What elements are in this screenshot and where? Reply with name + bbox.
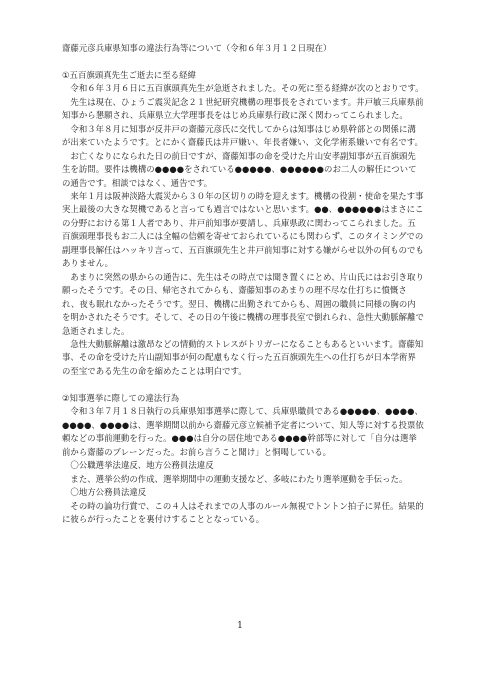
section-2-heading: ②知事選挙に際しての違法行為 — [62, 392, 180, 403]
section-1-paragraph: 来年１月は阪神淡路大震災から３０年の区切りの時を迎えます。機構の役割・使命を果たす事実上最後の大きな契機であると言っても過言ではないと思います。●●、●●●●●●はまさにこの分野における第１人者であり、井戸前知事が要請し、兵庫県政に関わってこられました。五百旗頭理事長もお二人には全幅の信頼を寄せておられているにも関わらず、このタイミングでの副理事長解任はハッキリ言って、五百旗頭先生と井戸前知事に対する嫌がらせ以外の何ものでもありません。 — [62, 191, 424, 269]
violation-label: 〇地方公務員法違反 — [70, 487, 147, 498]
violation-label: 〇公職選挙法違反、地方公務員法違反 — [70, 460, 214, 471]
section-1-paragraph: あまりに突然の県からの通告に、先生はその時点では聞き置くにとめ、片山氏にはお引き取り願ったそうです。その日、帰宅されてからも、齋藤知事のあまりの理不尽な仕打ちに憤慨され、夜も眠れなかったそうです。翌日、機構に出勤されてからも、周囲の職員に同様の胸の内を明かされたそうです。そして、その日の午後に機構の理事長室で倒れられ、急性大動脈解離で急逝されました。 — [62, 271, 424, 336]
section-2-intro: 令和３年７月１８日執行の兵庫県知事選挙に際して、兵庫県職員である●●●●●、●●●●、●●●●、●●●●は、選挙期間以前から齋藤元彦立候補予定者について、知人等に対する投票依頼などの事前運動を行った。●●●は自分の居住地である●●●●幹部等に対して「自分は選挙前から齋藤のブレーンだった。お前ら言うこと聞け」と恫喝している。 — [62, 406, 424, 457]
section-1-paragraph: 先生は現在、ひょうご震災記念２１世紀研究機構の理事長をされています。井戸敏三兵庫県前知事から懇願され、兵庫県立大学理事長をはじめ兵庫県行政に深く関わってこられました。 — [62, 96, 424, 121]
section-1-paragraph: 急性大動脈解離は激昂などの情動的ストレスがトリガーになることもあるといいます。齋藤知事、その命を受けた片山副知事が何の配慮もなく行った五百旗頭先生への仕打ちが日本学術界の至宝である先生の命を縮めたことは明白です。 — [62, 339, 424, 376]
section-2 — [62, 392, 424, 527]
violation-text: また、選挙公約の作成、選挙期間中の運動支援など、多岐にわたり選挙運動を手伝った。 — [70, 473, 408, 484]
section-1-heading: ①五百旗頭真先生ご逝去に至る経緯 — [62, 69, 196, 80]
document-body — [62, 42, 424, 526]
section-1-paragraph: 令和６年３月６日に五百旗頭真先生が急逝されました。その死に至る経緯が次のとおりです。 — [70, 83, 424, 94]
section-1-paragraph: 令和３年８月に知事が反井戸の齋藤元彦氏に交代してからは知事はじめ県幹部との関係に溝が出来ていたようです。とにかく齋藤氏は井戸嫌い、年長者嫌い、文化学術系嫌いで有名です。 — [62, 123, 423, 148]
section-1 — [62, 69, 424, 378]
document-title: 齋藤元彦兵庫県知事の違法行為等について（令和６年３月１２日現在） — [62, 43, 332, 53]
section-1-paragraph: お亡くなりになられた日の前日ですが、齋藤知事の命を受けた片山安孝副知事が五百旗頭先生を訪問。要件は機構の●●●●をされている●●●●●、●●●●●●のお二人の解任についての通告です。相談ではなく、通告です。 — [62, 150, 417, 188]
violation-text: その時の論功行賞で、この４人はそれまでの人事のルール無視でトントン拍子に昇任。結果的に彼らが行ったことを裏付けすることとなっている。 — [62, 500, 424, 524]
section-spacer — [62, 378, 424, 392]
page-number: 1 — [237, 621, 243, 631]
